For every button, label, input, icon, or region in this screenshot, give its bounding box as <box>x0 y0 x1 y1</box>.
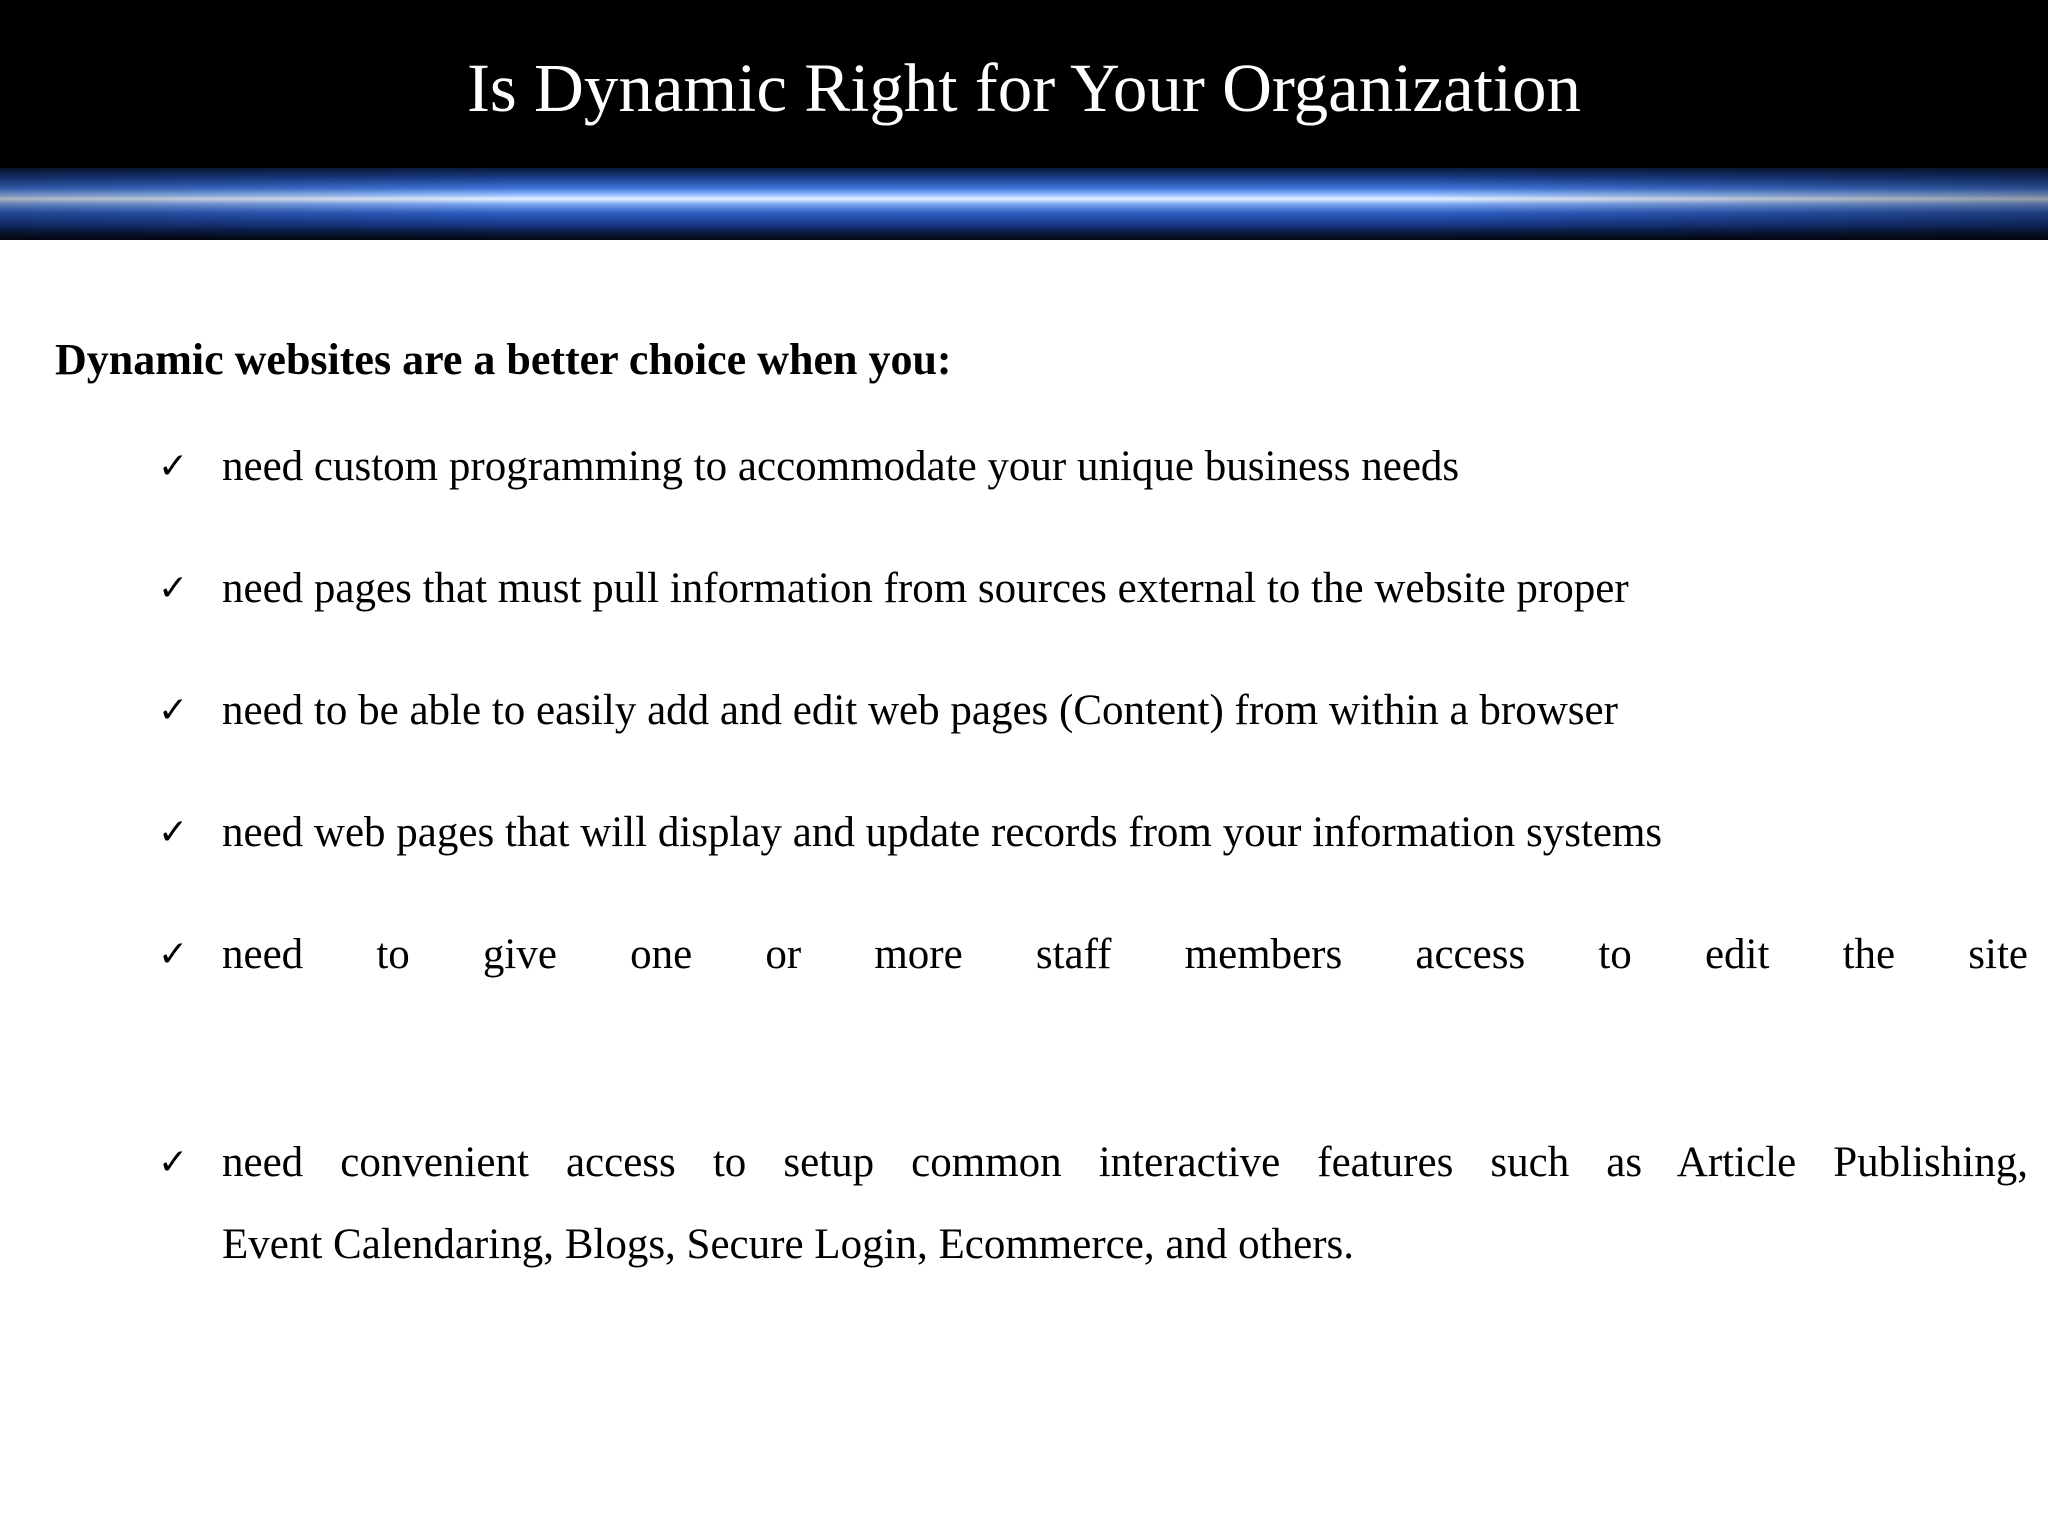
intro-heading: Dynamic websites are a better choice when you: <box>55 335 952 384</box>
slide-header <box>0 0 2048 240</box>
list-item-text: need web pages that will display and update records from your information systems <box>222 809 1663 856</box>
slide-title: Is Dynamic Right for Your Organization <box>466 50 1582 126</box>
checkmark-icon: ✓ <box>158 568 189 609</box>
checkmark-icon: ✓ <box>158 446 189 487</box>
checkmark-icon: ✓ <box>158 1142 189 1183</box>
checkmark-icon: ✓ <box>158 812 189 853</box>
list-item-text: need custom programming to accommodate your unique business needs <box>222 443 1460 490</box>
list-item-text: need to give one or more staff members access to edit the site <box>222 931 2028 978</box>
list-item-text-line-1: need convenient access to setup common interactive features such as Article Publishing, <box>222 1139 2028 1186</box>
list-item-text: need pages that must pull information from sources external to the website proper <box>222 565 1629 612</box>
list-item-text: need to be able to easily add and edit web pages (Content) from within a browser <box>222 687 1618 734</box>
checkmark-icon: ✓ <box>158 690 189 731</box>
checkmark-icon: ✓ <box>158 934 189 975</box>
header-band-shadow <box>0 226 2048 240</box>
list-item-text-line-2: Event Calendaring, Blogs, Secure Login, Ecommerce, and others. <box>222 1221 1355 1268</box>
